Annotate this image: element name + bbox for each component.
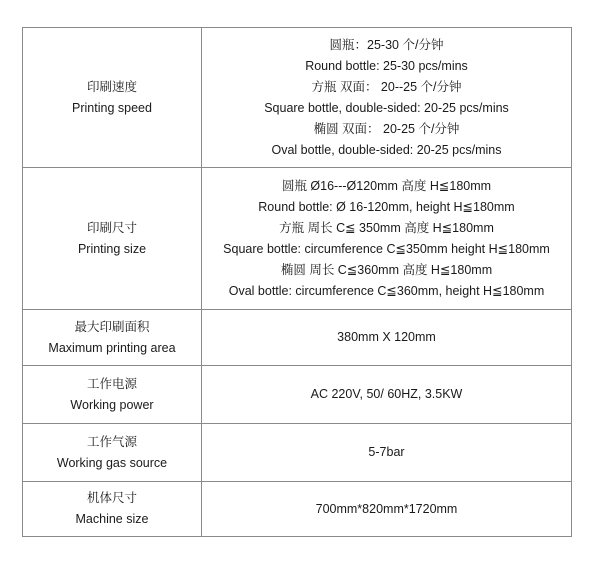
spec-label-cn: 最大印刷面积: [74, 319, 150, 334]
spec-label-cell: [23, 482, 202, 537]
spec-value-line: 椭圆 双面： 20-25 个/分钟: [313, 121, 460, 136]
spec-label-cn: 机体尺寸: [86, 491, 137, 505]
spec-label-en: Printing size: [77, 241, 147, 256]
spec-label-cn: 印刷速度: [86, 79, 137, 94]
spec-value-line: Oval bottle, double-sided: 20-25 pcs/mins: [271, 142, 502, 157]
spec-value-cell: [202, 482, 572, 537]
spec-value-line: Round bottle: 25-30 pcs/mins: [305, 58, 468, 73]
spec-row-working-power: [23, 366, 572, 424]
spec-value-line: 椭圆 周长 C≦360mm 高度 H≦180mm: [280, 262, 493, 277]
spec-value-line: Oval bottle: circumference C≦360mm, height H≦180mm: [228, 283, 545, 298]
spec-label-en: Maximum printing area: [48, 340, 176, 355]
spec-label-en: Working power: [70, 397, 154, 412]
spec-table: [22, 27, 572, 537]
spec-label-cn: 工作电源: [86, 376, 137, 391]
spec-label-cell: [23, 310, 202, 366]
spec-value-line: 方瓶 周长 C≦ 350mm 高度 H≦180mm: [279, 220, 494, 235]
spec-label-cn: 印刷尺寸: [86, 220, 137, 235]
spec-row-working-gas-source: [23, 424, 572, 482]
spec-value-line: Square bottle: circumference C≦350mm height H≦180mm: [223, 241, 550, 256]
spec-value-line: AC 220V, 50/ 60HZ, 3.5KW: [310, 387, 463, 401]
spec-row-machine-size: [23, 482, 572, 537]
spec-label-en: Printing speed: [72, 100, 152, 115]
spec-label-en: Machine size: [75, 512, 149, 526]
spec-row-max-printing-area: [23, 310, 572, 366]
spec-label-cn: 工作气源: [86, 434, 137, 449]
spec-value-cell: [202, 168, 572, 310]
spec-row-printing-size: [23, 168, 572, 310]
spec-value-cell: [202, 310, 572, 366]
spec-value-line: 圆瓶：25-30 个/分钟: [329, 37, 444, 52]
spec-value-cell: [202, 366, 572, 424]
spec-label-en: Working gas source: [56, 455, 168, 470]
spec-row-printing-speed: [23, 28, 572, 168]
spec-label-cell: [23, 28, 202, 168]
spec-value-line: 圆瓶 Ø16---Ø120mm 高度 H≦180mm: [281, 178, 492, 193]
spec-value-line: 380mm X 120mm: [337, 330, 436, 344]
spec-label-cell: [23, 424, 202, 482]
spec-value-line: 700mm*820mm*1720mm: [315, 501, 458, 516]
spec-value-cell: [202, 28, 572, 168]
spec-value-line: 方瓶 双面： 20--25 个/分钟: [311, 79, 462, 94]
spec-value-cell: [202, 424, 572, 482]
spec-value-line: 5-7bar: [368, 445, 405, 459]
spec-label-cell: [23, 168, 202, 310]
spec-value-line: Square bottle, double-sided: 20-25 pcs/mins: [264, 100, 509, 115]
spec-value-line: Round bottle: Ø 16-120mm, height H≦180mm: [258, 199, 515, 214]
spec-label-cell: [23, 366, 202, 424]
